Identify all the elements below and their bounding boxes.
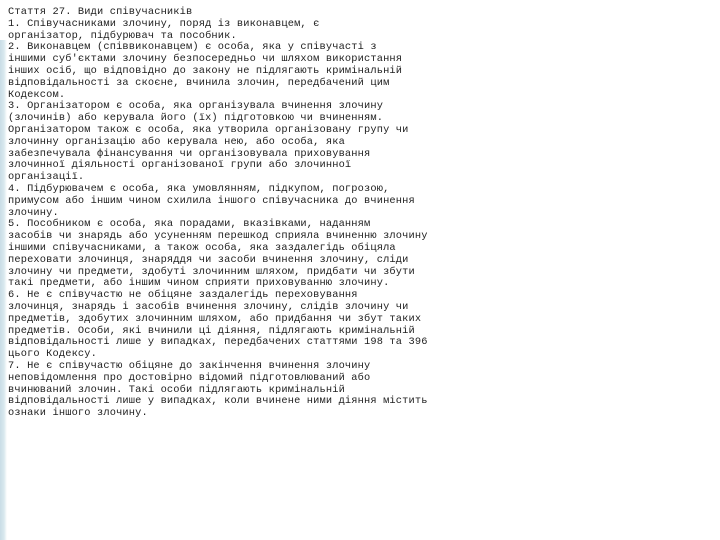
- text-line: Організатором також є особа, яка утворила організовану групу чи: [8, 123, 409, 136]
- text-line: 7. Не є співучастю обіцяне до закінчення вчинення злочину: [8, 359, 371, 372]
- text-line: іншими суб'єктами злочину безпосередньо чи шляхом використання: [8, 53, 403, 66]
- page-edge-shadow: [0, 0, 7, 540]
- text-line: забезпечувала фінансування чи організовувала приховування: [8, 147, 371, 160]
- text-line: злочинної діяльності організованої групи або злочинної: [8, 159, 352, 172]
- text-line: неповідомлення про достовірно відомий підготовлюваний або: [8, 371, 371, 384]
- text-line: примусом або іншим чином схилила іншого співучасника до вчинення: [8, 194, 415, 207]
- text-line: ознаки іншого злочину.: [8, 407, 148, 420]
- text-line: засобів чи знарядь або усуненням перешкод сприяла вчиненню злочину: [8, 230, 428, 243]
- text-line: злочину чи предмети, здобуті злочинним шляхом, придбати чи збути: [8, 265, 415, 278]
- text-line: злочину.: [8, 206, 59, 219]
- text-line: цього Кодексу.: [8, 348, 98, 361]
- text-line: 1. Співучасниками злочину, поряд із виконавцем, є: [8, 17, 320, 30]
- text-line: відповідальності лише у випадках, передбачених статтями 198 та 396: [8, 336, 428, 349]
- text-line: іншими співучасниками, а також особа, яка заздалегідь обіцяла: [8, 241, 396, 254]
- text-line: переховати злочинця, знаряддя чи засоби вчинення злочину, сліди: [8, 253, 409, 266]
- text-line: вчинюваний злочин. Такі особи підлягають кримінальній: [8, 383, 345, 396]
- text-line: організації.: [8, 171, 85, 184]
- text-line: 5. Пособником є особа, яка порадами, вказівками, наданням: [8, 218, 371, 231]
- text-line: відповідальності за скоєне, вчинила злочин, передбачений цим: [8, 76, 390, 89]
- text-line: інших осіб, що відповідно до закону не підлягають кримінальній: [8, 64, 403, 77]
- text-line: організатор, підбурювач та пособник.: [8, 29, 237, 42]
- document-text: [8, 7, 488, 420]
- text-line: Кодексом.: [8, 88, 66, 101]
- article-title: Стаття 27. Види співучасників: [8, 6, 193, 18]
- text-line: (злочинів) або керувала його (їх) підготовкою чи вчиненням.: [8, 112, 384, 125]
- text-line: предметів. Особи, які вчинили ці діяння, підлягають кримінальній: [8, 324, 415, 337]
- text-line: злочинця, знарядь і засобів вчинення злочину, слідів злочину чи: [8, 300, 409, 313]
- text-line: предметів, здобутих злочинним шляхом, або придбання чи збут таких: [8, 312, 422, 325]
- text-line: 4. Підбурювачем є особа, яка умовлянням, підкупом, погрозою,: [8, 182, 390, 195]
- text-line: 3. Організатором є особа, яка організувала вчинення злочину: [8, 100, 384, 113]
- text-line: 6. Не є співучастю не обіцяне заздалегідь переховування: [8, 289, 358, 302]
- text-line: відповідальності лише у випадках, коли вчинене ними діяння містить: [8, 395, 428, 408]
- text-line: 2. Виконавцем (співвиконавцем) є особа, яка у співучасті з: [8, 41, 377, 54]
- text-line: злочинну організацію або керувала нею, або особа, яка: [8, 135, 345, 148]
- text-line: такі предмети, або іншим чином сприяти приховуванню злочину.: [8, 277, 390, 290]
